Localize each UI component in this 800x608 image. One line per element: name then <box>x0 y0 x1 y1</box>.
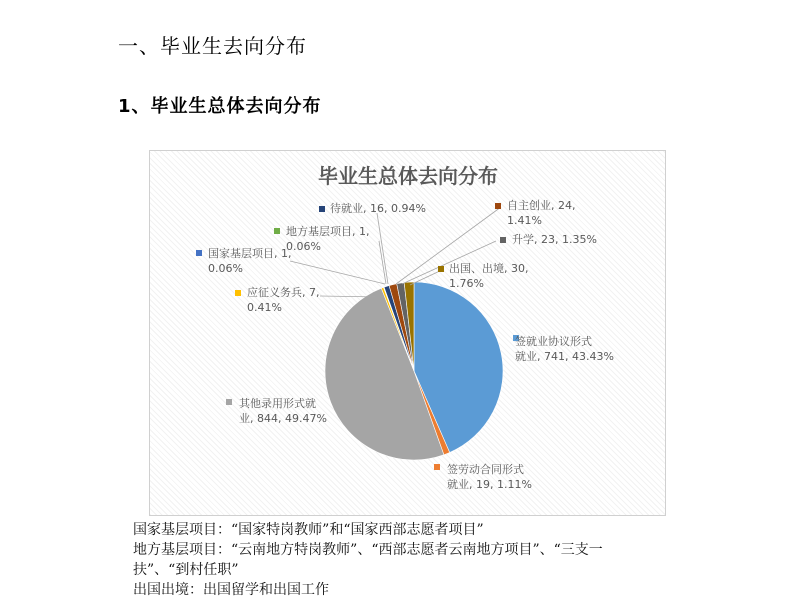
data-label: 0.41% <box>247 301 282 314</box>
legend-marker <box>196 250 202 256</box>
data-label: 升学, 23, 1.35% <box>512 233 597 246</box>
data-label: 地方基层项目, 1, <box>286 225 370 238</box>
legend-marker <box>274 228 280 234</box>
leader-line <box>290 261 385 284</box>
data-label: 国家基层项目, 1, <box>208 247 292 260</box>
pie-chart <box>150 151 665 515</box>
chart-title: 毕业生总体去向分布 <box>318 164 498 188</box>
legend-marker <box>438 266 444 272</box>
data-label: 0.06% <box>286 240 321 253</box>
data-label: 其他录用形式就 <box>239 397 316 410</box>
legend-marker <box>500 237 506 243</box>
data-label: 签就业协议形式 <box>515 335 592 348</box>
data-label: 0.06% <box>208 262 243 275</box>
data-label: 出国、出境, 30, <box>449 262 529 275</box>
data-label: 就业, 19, 1.11% <box>447 478 532 491</box>
footnotes <box>133 520 693 600</box>
data-label: 应征义务兵, 7, <box>247 286 320 299</box>
note-line: 出国出境：出国留学和出国工作 <box>133 582 329 598</box>
data-label: 业, 844, 49.47% <box>239 412 327 425</box>
legend-marker <box>434 464 440 470</box>
subsection-heading: 1、毕业生总体去向分布 <box>118 96 322 117</box>
leader-line <box>377 213 388 284</box>
data-label: 自主创业, 24, <box>507 199 576 212</box>
note-line: 国家基层项目：“国家特岗教师”和“国家西部志愿者项目” <box>133 522 484 538</box>
legend-marker <box>226 399 232 405</box>
legend-marker <box>319 206 325 212</box>
legend-marker <box>495 203 501 209</box>
note-line: 地方基层项目：“云南地方特岗教师”、“西部志愿者云南地方项目”、“三支一 <box>133 542 603 558</box>
section-heading: 一、毕业生去向分布 <box>118 34 307 58</box>
data-label: 就业, 741, 43.43% <box>515 350 614 363</box>
data-label: 1.76% <box>449 277 484 290</box>
data-label: 待就业, 16, 0.94% <box>330 202 426 215</box>
data-label: 1.41% <box>507 214 542 227</box>
pie-chart-container <box>149 150 666 516</box>
note-line: 扶”、“到村任职” <box>133 562 239 578</box>
data-label: 签劳动合同形式 <box>447 463 524 476</box>
legend-marker <box>235 290 241 296</box>
